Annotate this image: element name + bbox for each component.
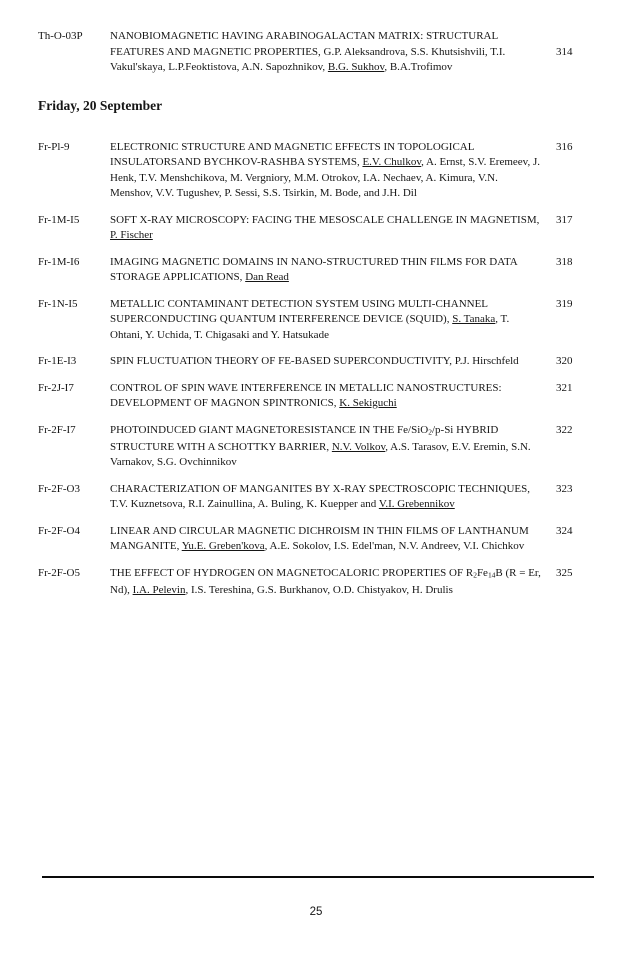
presenting-author: Yu.E. Greben'kova: [181, 540, 265, 553]
entry-title: CONTROL OF SPIN WAVE INTERFERENCE IN METALLIC NANOSTRUCTURES: DEVELOPMENT OF MAGNON SPINTRONICS, K. Sekiguchi: [110, 381, 502, 409]
footer-page-number: 25: [309, 906, 323, 918]
presenting-author: S. Tanaka: [452, 313, 496, 325]
section-heading-friday: Friday, 20 September: [38, 97, 163, 113]
presenting-author: K. Sekiguchi: [339, 397, 397, 409]
entry-page-number: 323: [556, 482, 573, 495]
entry-page-number: 317: [556, 213, 573, 226]
toc-entry: [38, 524, 592, 555]
session-code: Fr-1M-I6: [38, 255, 80, 268]
presenting-author: Dan Read: [245, 271, 289, 283]
entry-title: PHOTOINDUCED GIANT MAGNETORESISTANCE IN THE Fe/SiO$_2$/p-Si HYBRID STRUCTURE WITH A SCHOTTKY BARRIER, N.V. Volkov, A.S. Tarasov, E.V. Eremin, S.N. Varnakov, S.G. Ovchinnikov: [110, 423, 531, 469]
toc-entry: [38, 213, 592, 244]
entry-title: CHARACTERIZATION OF MANGANITES BY X-RAY SPECTROSCOPIC TECHNIQUES, T.V. Kuznetsova, R.I. Zainullina, A. Buling, K. Kuepper and V.I. Grebennikov: [110, 482, 530, 511]
entry-page-number: 318: [556, 255, 573, 268]
table-of-contents: [38, 29, 592, 609]
entry-page-number: 321: [556, 381, 573, 394]
toc-entry: [38, 381, 592, 412]
session-code: Fr-2J-I7: [38, 381, 74, 394]
toc-entry: [38, 482, 592, 513]
session-code: Fr-1N-I5: [38, 297, 78, 310]
session-code: Fr-Pl-9: [38, 140, 70, 153]
session-code: Fr-1M-I5: [38, 213, 80, 226]
toc-entry: [38, 29, 592, 76]
session-code: Fr-2F-O5: [38, 566, 80, 579]
session-code: Fr-1E-I3: [38, 355, 77, 367]
entry-page-number: 324: [556, 524, 573, 537]
toc-entry: [38, 140, 592, 202]
footer-divider: [42, 876, 594, 878]
entry-title: THE EFFECT OF HYDROGEN ON MAGNETOCALORIC PROPERTIES OF $R_2Fe_{14}B$ (R = Er, Nd), I.A. Pelevin, I.S. Tereshina, G.S. Burkhanov, O.D. Chistyakov, H. Drulis: [110, 566, 541, 596]
session-code: Fr-2F-I7: [38, 423, 76, 436]
subscript: 14: [487, 570, 496, 580]
entry-title: IMAGING MAGNETIC DOMAINS IN NANO-STRUCTURED THIN FILMS FOR DATA STORAGE APPLICATIONS, Dan Read: [110, 255, 518, 283]
presenting-author: I.A. Pelevin: [132, 583, 186, 596]
entry-title: METALLIC CONTAMINANT DETECTION SYSTEM USING MULTI-CHANNEL SUPERCONDUCTING QUANTUM INTERFERENCE DEVICE (SQUID), S. Tanaka, T. Ohtani, Y. Uchida, T. Chigasaki and Y. Hatsukade: [110, 297, 510, 341]
toc-entries-friday: [38, 140, 592, 599]
toc-entry: [38, 297, 592, 344]
toc-entry: [38, 255, 592, 286]
entry-title: ELECTRONIC STRUCTURE AND MAGNETIC EFFECTS IN TOPOLOGICAL INSULATORSAND BYCHKOV-RASHBA SYSTEMS, E.V. Chulkov, A. Ernst, S.V. Eremeev, J. Henk, T.V. Menshchikova, M. Vergniory, M.M. Otrokov, I.A. Nechaev, A. Kimura, V.N. Menshov, V.V. Tugushev, P. Sessi, S.S. Tsirkin, M. Bode, and J.H. Dil: [110, 140, 540, 199]
presenting-author: E.V. Chulkov: [362, 156, 422, 168]
entry-page-number: 322: [556, 423, 573, 436]
entry-page-number: 325: [556, 566, 573, 579]
presenting-author: V.I. Grebennikov: [378, 498, 455, 511]
entry-page-number: 314: [556, 45, 573, 58]
entry-title: SOFT X-RAY MICROSCOPY: FACING THE MESOSCALE CHALLENGE IN MAGNETISM, P. Fischer: [110, 213, 540, 241]
entry-title: NANOBIOMAGNETIC HAVING ARABINOGALACTAN MATRIX: STRUCTURAL FEATURES AND MAGNETIC PROPERTIES, G.P. Aleksandrova, S.S. Khutsishvili, T.I. Vakul'skaya, L.P.Feoktistova, A.N. Sapozhnikov, B.G. Sukhov, B.A.Trofimov: [110, 30, 506, 73]
session-code: Fr-2F-O3: [38, 482, 80, 495]
toc-entry: [38, 566, 592, 599]
entry-title: SPIN FLUCTUATION THEORY OF FE-BASED SUPERCONDUCTIVITY, P.J. Hirschfeld: [110, 355, 519, 367]
presenting-author: P. Fischer: [110, 229, 153, 241]
subscript: 2: [473, 570, 477, 580]
presenting-author: B.G. Sukhov: [327, 61, 385, 73]
entry-title: LINEAR AND CIRCULAR MAGNETIC DICHROISM IN THIN FILMS OF LANTHANUM MANGANITE, Yu.E. Greben'kova, A.E. Sokolov, I.S. Edel'man, N.V. Andreev, V.I. Chichkov: [110, 524, 529, 553]
session-code: Th-O-03P: [38, 30, 83, 42]
subscript: 2: [428, 427, 432, 437]
entry-page-number: 320: [556, 355, 573, 367]
entry-page-number: 319: [556, 297, 573, 310]
toc-entry: [38, 423, 592, 471]
entry-page-number: 316: [556, 140, 573, 153]
presenting-author: N.V. Volkov: [331, 440, 386, 453]
session-code: Fr-2F-O4: [38, 524, 80, 537]
toc-entries-thursday: [38, 29, 592, 76]
toc-entry: [38, 354, 592, 370]
